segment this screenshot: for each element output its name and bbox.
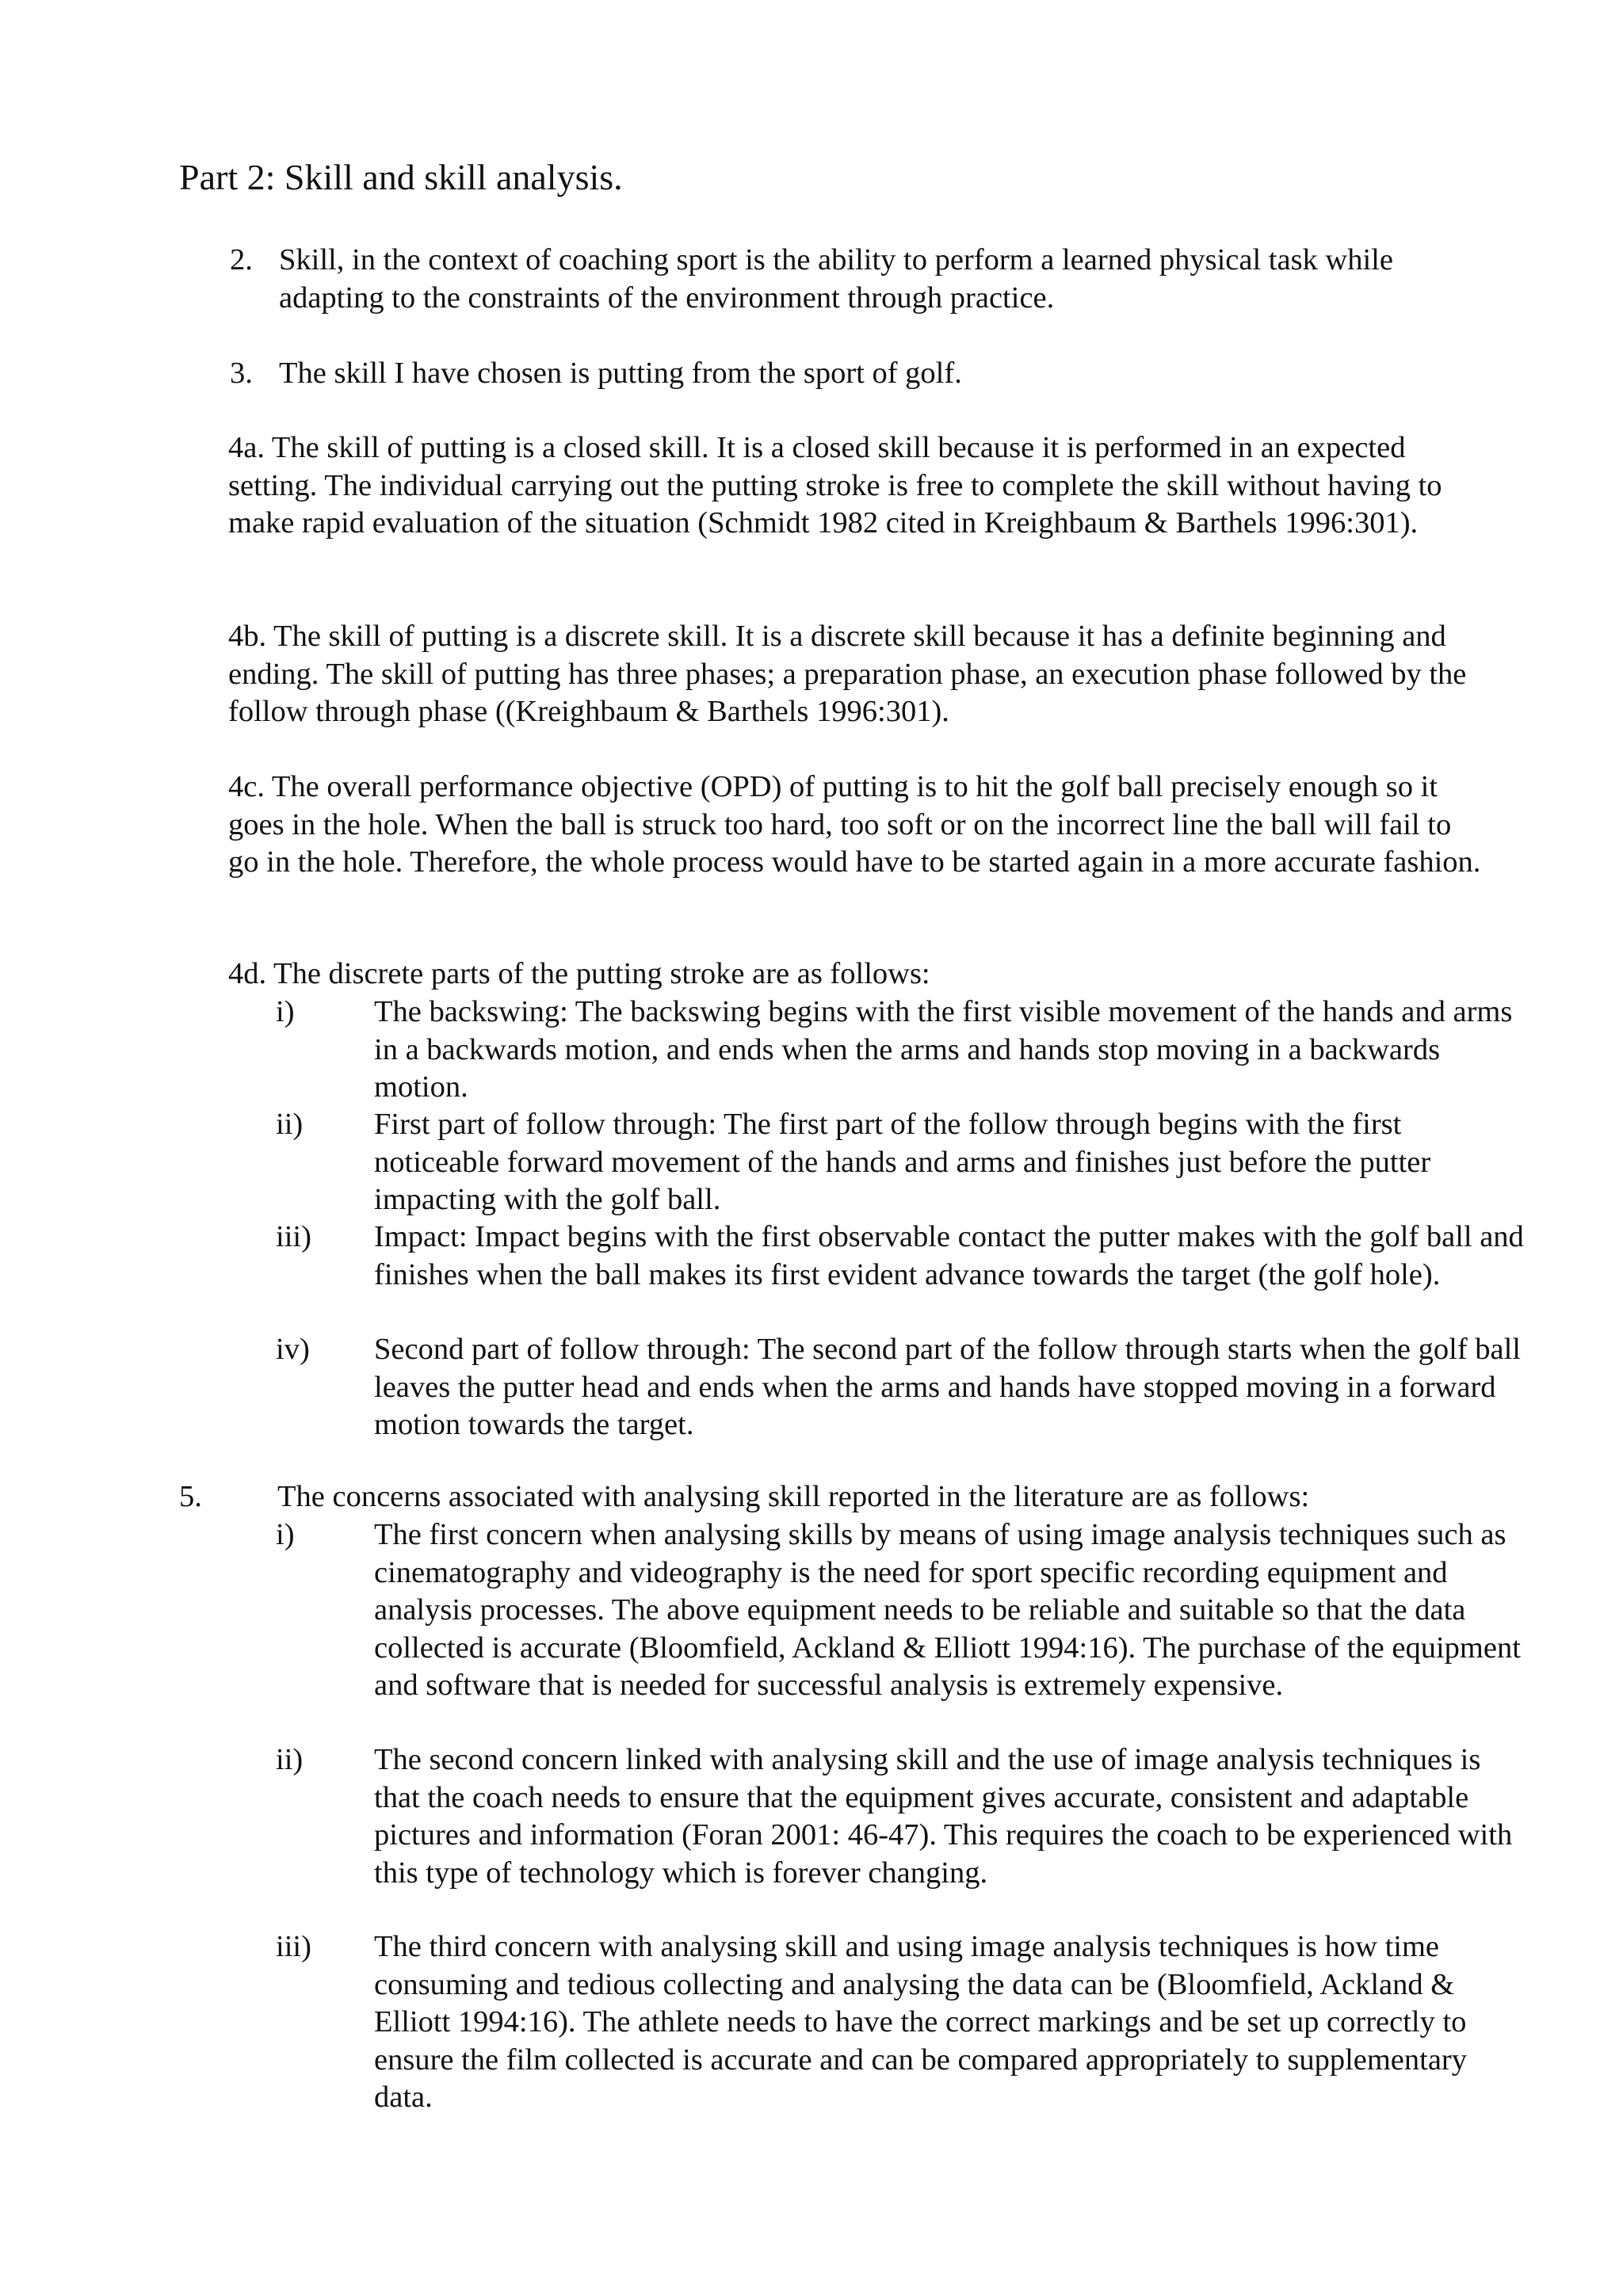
item-text: The skill I have chosen is putting from the sport of golf.: [279, 357, 962, 390]
paragraph-4a: 4a. The skill of putting is a closed skill. It is a closed skill because it is performed in an expected setting. The individual carrying out the putting stroke is free to complete the skill without having to make rapid evaluation of the situation (Schmidt 1982 cited in Kreighbaum & Barthels 1996:301).: [228, 431, 1442, 540]
list-marker: i): [276, 1518, 295, 1551]
list-item-text: The third concern with analysing skill and using image analysis techniques is how time consuming and tedious collecting and analysing the data can be (Bloomfield, Ackland & Elliott 1994:16). The athlete needs to have the correct markings and be set up correctly to ensure the film collected is accurate and can be compared appropriately to supplementary data.: [374, 1930, 1467, 2114]
list-item-text: First part of follow through: The first part of the follow through begins with the first noticeable forward movement of the hands and arms and finishes just before the putter impacting with the golf ball.: [374, 1108, 1431, 1216]
paragraph-4c: 4c. The overall performance objective (OPD) of putting is to hit the golf ball precisely enough so it goes in the hole. When the ball is struck too hard, too soft or on the incorrect line the ball will fail to go in the hole. Therefore, the whole process would have to be started again in a more accurate fashion.: [228, 770, 1481, 879]
item-text: The concerns associated with analysing skill reported in the literature are as follows:: [277, 1480, 1310, 1513]
list-item-text: Impact: Impact begins with the first observable contact the putter makes with the golf ball and finishes when the ball makes its first evident advance towards the target (the golf hole).: [374, 1220, 1524, 1291]
list-marker: iv): [276, 1333, 310, 1366]
item-number: 3.: [230, 357, 253, 390]
list-item-text: The second concern linked with analysing skill and the use of image analysis techniques is that the coach needs to ensure that the equipment gives accurate, consistent and adaptable pictures and information (Foran 2001: 46-47). This requires the coach to be experienced with this type of technology which is forever changing.: [374, 1743, 1513, 1890]
item-number: 2.: [230, 243, 253, 277]
list-marker: iii): [276, 1930, 311, 1963]
page-heading: Part 2: Skill and skill analysis.: [179, 157, 623, 197]
list-item-text: The backswing: The backswing begins with the first visible movement of the hands and arms in a backwards motion, and ends when the arms and hands stop moving in a backwards motion.: [374, 995, 1513, 1104]
list-marker: iii): [276, 1220, 311, 1253]
list-item-text: Second part of follow through: The second part of the follow through starts when the golf ball leaves the putter head and ends when the arms and hands have stopped moving in a forward motion towards the target.: [374, 1333, 1522, 1441]
item-number: 5.: [179, 1480, 202, 1513]
paragraph-4b: 4b. The skill of putting is a discrete skill. It is a discrete skill because it has a definite beginning and ending. The skill of putting has three phases; a preparation phase, an execution phase followed by the follow through phase ((Kreighbaum & Barthels 1996:301).: [228, 620, 1467, 728]
list-marker: ii): [276, 1743, 304, 1776]
item-text: Skill, in the context of coaching sport is the ability to perform a learned physical task while adapting to the constraints of the environment through practice.: [279, 243, 1393, 315]
paragraph-4d: 4d. The discrete parts of the putting stroke are as follows:: [228, 957, 930, 990]
list-marker: i): [276, 995, 295, 1028]
list-marker: ii): [276, 1108, 304, 1141]
list-item-text: The first concern when analysing skills by means of using image analysis techniques such as cinematography and videography is the need for sport specific recording equipment and analysis processes. The above equipment needs to be reliable and suitable so that the data collected is accurate (Bloomfield, Ackland & Elliott 1994:16). The purchase of the equipment and software that is needed for successful analysis is extremely expensive.: [374, 1518, 1521, 1702]
